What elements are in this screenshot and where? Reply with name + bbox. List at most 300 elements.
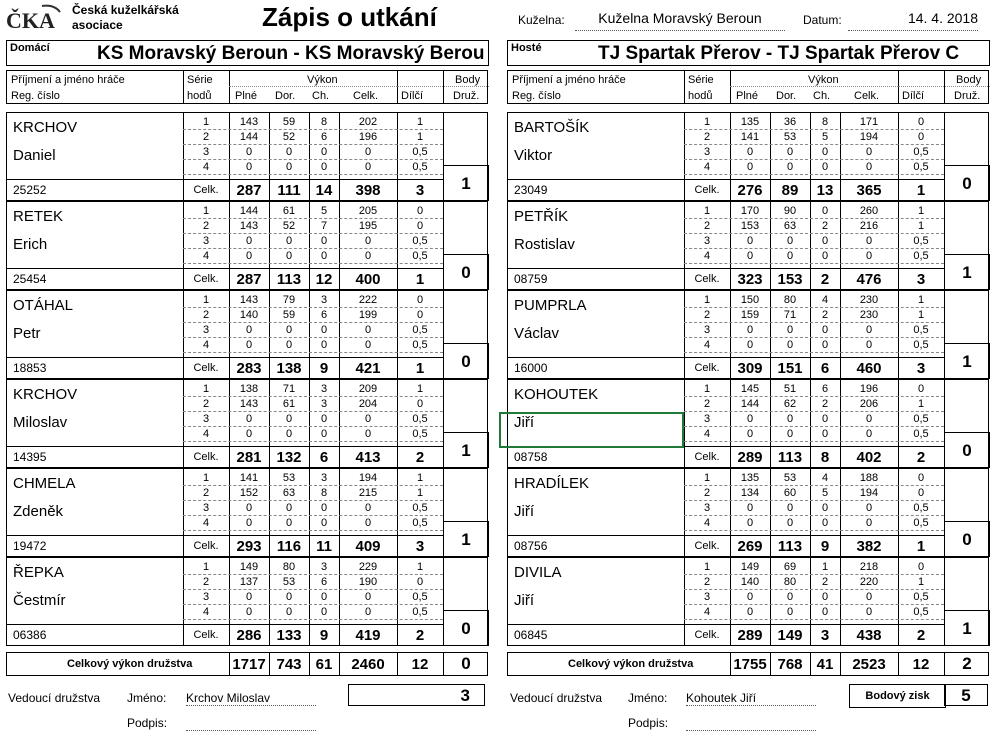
player-block [6,290,488,379]
score-cell: 0 [917,383,925,395]
score-cell: 0 [245,502,253,514]
series-number: 3 [202,413,210,425]
col-ch-label: Ch. [312,90,330,102]
player-surname: PUMPRLA [514,297,587,314]
player-block [507,468,989,557]
score-cell: 3 [320,472,328,484]
col-divider [898,653,899,675]
score-cell: 141 [239,472,259,484]
player-reg: 19472 [13,539,47,553]
total-cell: 421 [355,360,381,377]
row-divider [684,174,944,175]
score-cell: 141 [740,131,760,143]
score-cell: 143 [239,398,259,410]
score-cell: 152 [239,487,259,499]
total-cell: 281 [236,449,262,466]
col-celk-label: Celk. [353,90,379,102]
total-cell: 1 [415,271,425,288]
score-cell: 3 [320,561,328,573]
score-cell: 63 [783,220,797,232]
score-cell: 0 [245,161,253,173]
score-cell: 0 [364,146,372,158]
score-cell: 218 [859,561,879,573]
total-cell: 151 [777,360,803,377]
score-cell: 199 [358,309,378,321]
series-number: 3 [703,235,711,247]
total-cell: 11 [316,538,332,555]
total-cell: 133 [276,627,302,644]
away-team-bar [507,40,990,66]
col-body-label: Body [455,74,481,86]
score-cell: 0 [865,502,873,514]
total-cell: 2 [916,627,926,644]
score-cell: 205 [358,205,378,217]
score-cell: 63 [282,487,296,499]
player-block [6,468,488,557]
total-divider [7,268,443,269]
team-total-cell: 768 [777,656,803,673]
series-number: 4 [703,339,711,351]
score-cell: 0 [320,606,328,618]
score-cell: 0 [821,591,829,603]
score-cell: 0 [245,606,253,618]
home-sign-label: Podpis: [127,716,168,730]
total-cell: 400 [355,271,381,288]
score-cell: 216 [859,220,879,232]
col-dilci-label: Dílčí [902,90,924,102]
player-surname: DIVILA [514,564,562,581]
score-cell: 0,5 [913,339,929,351]
total-label: Celk. [193,273,219,285]
score-cell: 1 [416,487,424,499]
logo-text: ČKA [6,8,55,33]
score-cell: 0 [320,591,328,603]
score-cell: 144 [239,205,259,217]
team-total-cell: 743 [276,656,302,673]
score-cell: 0 [786,502,794,514]
series-number: 1 [703,561,711,573]
score-cell: 0 [416,398,424,410]
away-points-box: 5 [944,684,988,706]
series-number: 4 [703,250,711,262]
away-side [507,70,989,680]
score-cell: 60 [783,487,797,499]
score-cell: 1 [917,220,925,232]
score-cell: 0 [364,428,372,440]
score-cell: 204 [358,398,378,410]
score-cell: 0 [746,606,754,618]
score-cell: 0 [865,339,873,351]
total-label: Celk. [694,629,720,641]
score-cell: 0,5 [913,146,929,158]
team-point: 1 [944,610,990,646]
home-side [6,70,488,680]
total-divider [7,535,443,536]
series-number: 4 [202,339,210,351]
score-cell: 1 [821,561,829,573]
series-number: 2 [703,398,711,410]
score-cell: 0 [786,161,794,173]
score-cell: 0 [865,428,873,440]
score-cell: 0,5 [412,517,428,529]
series-number: 1 [202,294,210,306]
score-cell: 0 [364,161,372,173]
score-cell: 0 [786,339,794,351]
total-divider [7,179,443,180]
score-cell: 0 [746,235,754,247]
away-name-label: Jméno: [628,691,668,705]
score-cell: 4 [821,472,829,484]
score-cell: 0 [285,591,293,603]
player-block [6,201,488,290]
score-cell: 0 [364,591,372,603]
total-divider [508,268,944,269]
col-divider [730,653,731,675]
team-total-cell: 12 [411,656,429,673]
score-cell: 0 [865,161,873,173]
score-cell: 90 [783,205,797,217]
score-cell: 0,5 [412,250,428,262]
row-divider [183,174,443,175]
score-cell: 195 [358,220,378,232]
total-cell: 6 [820,360,830,377]
total-cell: 89 [781,182,799,199]
score-cell: 1 [917,205,925,217]
player-firstname: Daniel [13,147,56,164]
series-number: 4 [703,428,711,440]
score-cell: 0 [416,576,424,588]
score-cell: 61 [282,398,296,410]
away-sign-line [686,716,816,731]
col-dor-label: Dor. [776,90,797,102]
score-cell: 5 [821,131,829,143]
col-divider [229,86,397,87]
score-cell: 0,5 [913,324,929,336]
score-cell: 0 [746,502,754,514]
total-cell: 3 [415,538,425,555]
series-number: 2 [703,487,711,499]
player-reg: 14395 [13,450,47,464]
away-sign-label: Podpis: [628,716,669,730]
col-hodu-label: hodů [688,90,713,102]
score-cell: 0,5 [412,235,428,247]
series-number: 3 [202,324,210,336]
player-surname: CHMELA [13,475,76,492]
player-block [507,557,989,646]
col-divider [944,71,945,104]
total-label: Celk. [193,184,219,196]
score-cell: 0 [320,161,328,173]
score-cell: 1 [416,116,424,128]
score-cell: 0 [865,606,873,618]
score-cell: 138 [239,383,259,395]
total-cell: 276 [737,182,763,199]
score-cell: 8 [320,487,328,499]
score-cell: 0 [416,294,424,306]
score-cell: 71 [783,309,797,321]
page-title: Zápis o utkání [262,2,437,32]
score-cell: 80 [282,561,296,573]
score-cell: 0,5 [412,161,428,173]
player-block [6,112,488,201]
total-cell: 2 [820,271,830,288]
score-cell: 170 [740,205,760,217]
venue-label: Kuželna: [518,13,565,27]
row-divider [684,263,944,264]
total-cell: 269 [737,538,763,555]
series-number: 2 [703,131,711,143]
team-point: 1 [443,165,489,201]
total-label: Celk. [694,451,720,463]
score-cell: 0 [285,606,293,618]
total-cell: 323 [737,271,763,288]
player-reg: 25454 [13,272,47,286]
score-cell: 140 [740,576,760,588]
score-cell: 0,5 [913,428,929,440]
header [0,0,1007,40]
row-divider [183,352,443,353]
home-team-bar [6,40,489,66]
col-divider [730,71,731,104]
score-cell: 0 [364,339,372,351]
team-point: 0 [944,165,990,201]
total-divider [508,357,944,358]
row-divider [183,441,443,442]
score-cell: 0,5 [913,591,929,603]
col-body-label: Body [956,74,982,86]
team-total-cell: 12 [912,656,930,673]
team-total-cell: 1755 [733,656,767,673]
total-cell: 2 [415,627,425,644]
player-reg: 08759 [514,272,548,286]
score-cell: 0 [364,502,372,514]
score-cell: 0,5 [913,517,929,529]
score-cell: 137 [239,576,259,588]
col-divider [183,71,184,104]
score-cell: 0 [285,339,293,351]
score-cell: 0 [320,502,328,514]
total-cell: 149 [777,627,803,644]
score-cell: 194 [358,472,378,484]
score-cell: 0,5 [412,591,428,603]
player-firstname: Čestmír [13,592,66,609]
series-number: 4 [703,517,711,529]
player-reg: 16000 [514,361,548,375]
score-cell: 8 [320,116,328,128]
series-number: 1 [703,116,711,128]
series-number: 3 [202,146,210,158]
score-cell: 1 [416,561,424,573]
score-cell: 0 [746,324,754,336]
score-cell: 1 [416,131,424,143]
score-cell: 1 [416,383,424,395]
score-cell: 2 [821,220,829,232]
team-point: 1 [443,432,489,468]
col-dor-label: Dor. [275,90,296,102]
score-cell: 62 [783,398,797,410]
total-cell: 113 [777,449,803,466]
player-block [6,379,488,468]
away-leader-label: Vedoucí družstva [510,691,603,705]
selected-cell[interactable] [499,412,684,448]
series-number: 1 [202,383,210,395]
team-total-row [507,652,989,676]
score-cell: 0 [746,428,754,440]
score-cell: 230 [859,309,879,321]
total-cell: 14 [315,182,333,199]
score-cell: 135 [740,116,760,128]
series-number: 4 [202,161,210,173]
score-cell: 0,5 [913,235,929,247]
total-cell: 3 [820,627,830,644]
score-cell: 0,5 [913,502,929,514]
total-cell: 9 [820,538,830,555]
series-number: 1 [703,205,711,217]
score-cell: 229 [358,561,378,573]
score-cell: 222 [358,294,378,306]
total-label: Celk. [193,362,219,374]
score-cell: 0 [786,606,794,618]
player-firstname: Petr [13,325,41,342]
total-divider [508,624,944,625]
total-cell: 8 [820,449,830,466]
score-cell: 6 [320,131,328,143]
player-firstname: Erich [13,236,48,253]
score-cell: 220 [859,576,879,588]
total-cell: 113 [777,538,803,555]
total-cell: 476 [856,271,882,288]
score-cell: 0 [786,250,794,262]
series-number: 2 [202,487,210,499]
score-cell: 0 [917,131,925,143]
home-team-name: KS Moravský Beroun - KS Moravský Berou [97,43,485,64]
score-cell: 140 [239,309,259,321]
score-cell: 5 [821,487,829,499]
col-divider [898,86,990,87]
series-number: 2 [202,309,210,321]
player-reg: 08756 [514,539,548,553]
total-divider [7,357,443,358]
total-cell: 289 [737,449,763,466]
total-cell: 286 [236,627,262,644]
score-cell: 0 [285,324,293,336]
score-cell: 0 [821,517,829,529]
series-number: 2 [202,131,210,143]
score-cell: 0 [364,250,372,262]
score-cell: 0 [821,606,829,618]
total-cell: 402 [856,449,882,466]
player-surname: RETEK [13,208,64,225]
score-cell: 53 [783,131,797,143]
score-cell: 135 [740,472,760,484]
score-cell: 0 [364,235,372,247]
series-number: 4 [703,161,711,173]
total-cell: 289 [737,627,763,644]
score-cell: 0,5 [412,339,428,351]
score-cell: 0 [865,591,873,603]
score-cell: 53 [783,472,797,484]
score-cell: 0 [821,161,829,173]
col-divider [229,653,230,675]
score-cell: 145 [740,383,760,395]
col-divider [443,71,444,104]
series-number: 1 [202,116,210,128]
column-header [507,70,989,104]
score-cell: 69 [783,561,797,573]
player-reg: 23049 [514,183,548,197]
team-point: 0 [443,343,489,379]
team-point: 0 [944,521,990,557]
series-number: 2 [202,220,210,232]
series-number: 1 [703,294,711,306]
team-total-points: 2 [962,654,972,673]
col-name-label: Příjmení a jméno hráče [11,74,125,86]
column-header [6,70,488,104]
score-cell: 4 [821,294,829,306]
series-number: 3 [703,591,711,603]
score-cell: 7 [320,220,328,232]
total-cell: 3 [916,360,926,377]
player-firstname: Jiří [514,414,534,431]
score-cell: 59 [282,116,296,128]
score-cell: 0 [285,161,293,173]
col-name-label: Příjmení a jméno hráče [512,74,626,86]
player-firstname: Jiří [514,592,534,609]
score-cell: 0 [865,413,873,425]
player-surname: PETŘÍK [514,208,569,225]
row-divider [183,619,443,620]
row-divider [183,530,443,531]
total-cell: 3 [916,271,926,288]
col-divider [339,653,340,675]
score-cell: 0 [746,339,754,351]
team-point: 0 [944,432,990,468]
series-number: 4 [703,606,711,618]
score-cell: 51 [783,383,797,395]
row-divider [684,619,944,620]
score-cell: 0 [821,146,829,158]
total-cell: 12 [315,271,333,288]
score-cell: 159 [740,309,760,321]
score-cell: 0 [416,309,424,321]
score-cell: 143 [239,294,259,306]
score-cell: 5 [320,205,328,217]
series-number: 3 [703,146,711,158]
score-cell: 0 [245,324,253,336]
away-points-label: Bodový zisk [849,684,946,708]
total-cell: 398 [355,182,381,199]
score-cell: 0 [285,250,293,262]
total-cell: 438 [856,627,882,644]
row-divider [684,352,944,353]
score-cell: 79 [282,294,296,306]
player-surname: ŘEPKA [13,564,64,581]
series-number: 3 [202,502,210,514]
total-label: Celk. [193,540,219,552]
series-number: 3 [703,502,711,514]
score-cell: 0 [245,339,253,351]
col-serie-label: Série [187,74,213,86]
score-cell: 8 [821,116,829,128]
score-cell: 0 [786,591,794,603]
score-cell: 80 [783,294,797,306]
score-cell: 0 [320,250,328,262]
total-cell: 419 [355,627,381,644]
player-firstname: Viktor [514,147,553,164]
score-cell: 1 [917,294,925,306]
series-number: 3 [703,324,711,336]
total-cell: 1 [415,360,425,377]
